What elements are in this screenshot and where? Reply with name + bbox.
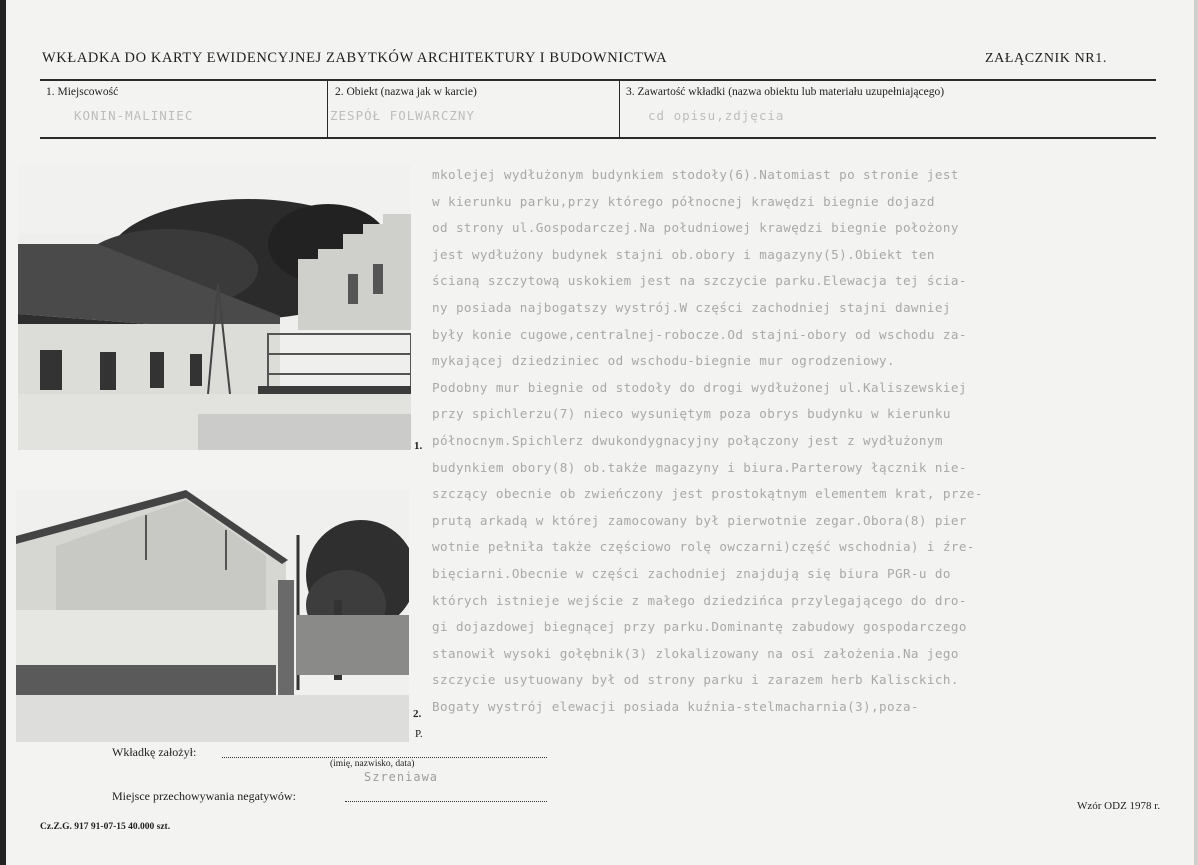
description-line: jest wydłużony budynek stajni ob.obory i magazyny(5).Obiekt ten: [432, 246, 935, 262]
print-info: Cz.Z.G. 917 91-07-15 40.000 szt.: [40, 822, 171, 832]
photo-1-number: 1.: [414, 440, 423, 452]
template-note: Wzór ODZ 1978 r.: [1077, 800, 1161, 812]
description-line: prutą arkadą w której zamocowany był pierwotnie zegar.Obora(8) pier: [432, 512, 967, 528]
description-line: były konie cugowe,centralnej-robocze.Od stajni-obory od wschodu za-: [432, 326, 967, 342]
description-line: mkolejej wydłużonym budynkiem stodoły(6).Natomiast po stronie jest: [432, 167, 959, 182]
contents-label: 3. Zawartość wkładki (nazwa obiektu lub materiału uzupełniającego): [626, 86, 945, 98]
form-title: WKŁADKA DO KARTY EWIDENCYJNEJ ZABYTKÓW ARCHITEKTURY I BUDOWNICTWA: [42, 50, 668, 66]
object-value: ZESPÓŁ FOLWARCZNY: [330, 108, 475, 123]
description-line: których istnieje wejście z małego dziedzińca przylegającego do dro-: [432, 592, 967, 608]
description-line: ny posiada najbogatszy wystrój.W części zachodniej stajni dawniej: [432, 299, 951, 315]
photo-stable-building: [18, 164, 411, 450]
scan-border-left: [0, 0, 6, 865]
description-line: ścianą szczytową uskokiem jest na szczycie parku.Elewacja tej ścia-: [432, 273, 967, 289]
description-line: szczący obecnie ob zwieńczony jest prostokątnym elementem krat, prze-: [432, 486, 983, 502]
description-line: Podobny mur biegnie od stodoły do drogi wydłużonej ul.Kaliszewskiej: [432, 379, 967, 395]
description-line: wotnie pełniła także częściowo rolę owczarni)część wschodnia) i źre-: [432, 539, 975, 555]
description-line: w kierunku parku,przy którego północnej krawędzi biegnie dojazd: [432, 193, 935, 209]
header-rule-bottom: [40, 137, 1156, 139]
storage-line: [345, 800, 547, 802]
field-divider-1: [327, 80, 328, 138]
storage-label: Miejsce przechowywania negatywów:: [112, 789, 296, 803]
founded-by-label: Wkładkę założył:: [112, 745, 197, 759]
photo-gable-wall: [16, 490, 409, 742]
description-line: północnym.Spichlerz dwukondygnacyjny połączony jest z wydłużonym: [432, 432, 943, 448]
description-text: [432, 162, 1132, 720]
photo-extra-mark: P.: [415, 728, 423, 740]
description-line: szczycie usytuowany był od strony parku i zarazem herb Kalisckich.: [432, 672, 959, 688]
description-line: stanowił wysoki gołębnik(3) zlokalizowany na osi założenia.Na jego: [432, 645, 959, 661]
storage-value: Szreniawa: [364, 770, 439, 784]
photo-2-number: 2.: [413, 708, 422, 720]
description-line: gi dojazdowej biegnącej przy parku.Dominantę zabudowy gospodarczego: [432, 619, 967, 635]
object-label: 2. Obiekt (nazwa jak w karcie): [335, 86, 477, 98]
description-line: Bogaty wystrój elewacji posiada kuźnia-stelmacharnia(3),poza-: [432, 698, 919, 714]
founded-by-line: [222, 756, 547, 758]
description-line: od strony ul.Gospodarczej.Na południowej krawędzi biegnie położony: [432, 220, 959, 236]
description-line: mykającej dziedziniec od wschodu-biegnie mur ogrodzeniowy.: [432, 353, 895, 369]
header-rule-top: [40, 79, 1156, 81]
locality-value: KONIN-MALINIEC: [74, 108, 194, 123]
description-line: budynkiem obory(8) ob.także magazyny i biura.Parterowy łącznik nie-: [432, 459, 967, 475]
description-line: bięciarni.Obecnie w części zachodniej znajdują się biura PGR-u do: [432, 565, 951, 581]
description-line: przy spichlerzu(7) nieco wysuniętym poza obrys budynku w kierunku: [432, 406, 951, 422]
locality-label: 1. Miejscowość: [46, 86, 119, 98]
field-divider-2: [619, 80, 620, 138]
attachment-number: ZAŁĄCZNIK NR1.: [985, 51, 1107, 66]
scan-border-right: [1194, 0, 1198, 865]
founded-by-hint: (imię, nazwisko, data): [330, 759, 415, 769]
contents-value: cd opisu,zdjęcia: [648, 108, 785, 123]
